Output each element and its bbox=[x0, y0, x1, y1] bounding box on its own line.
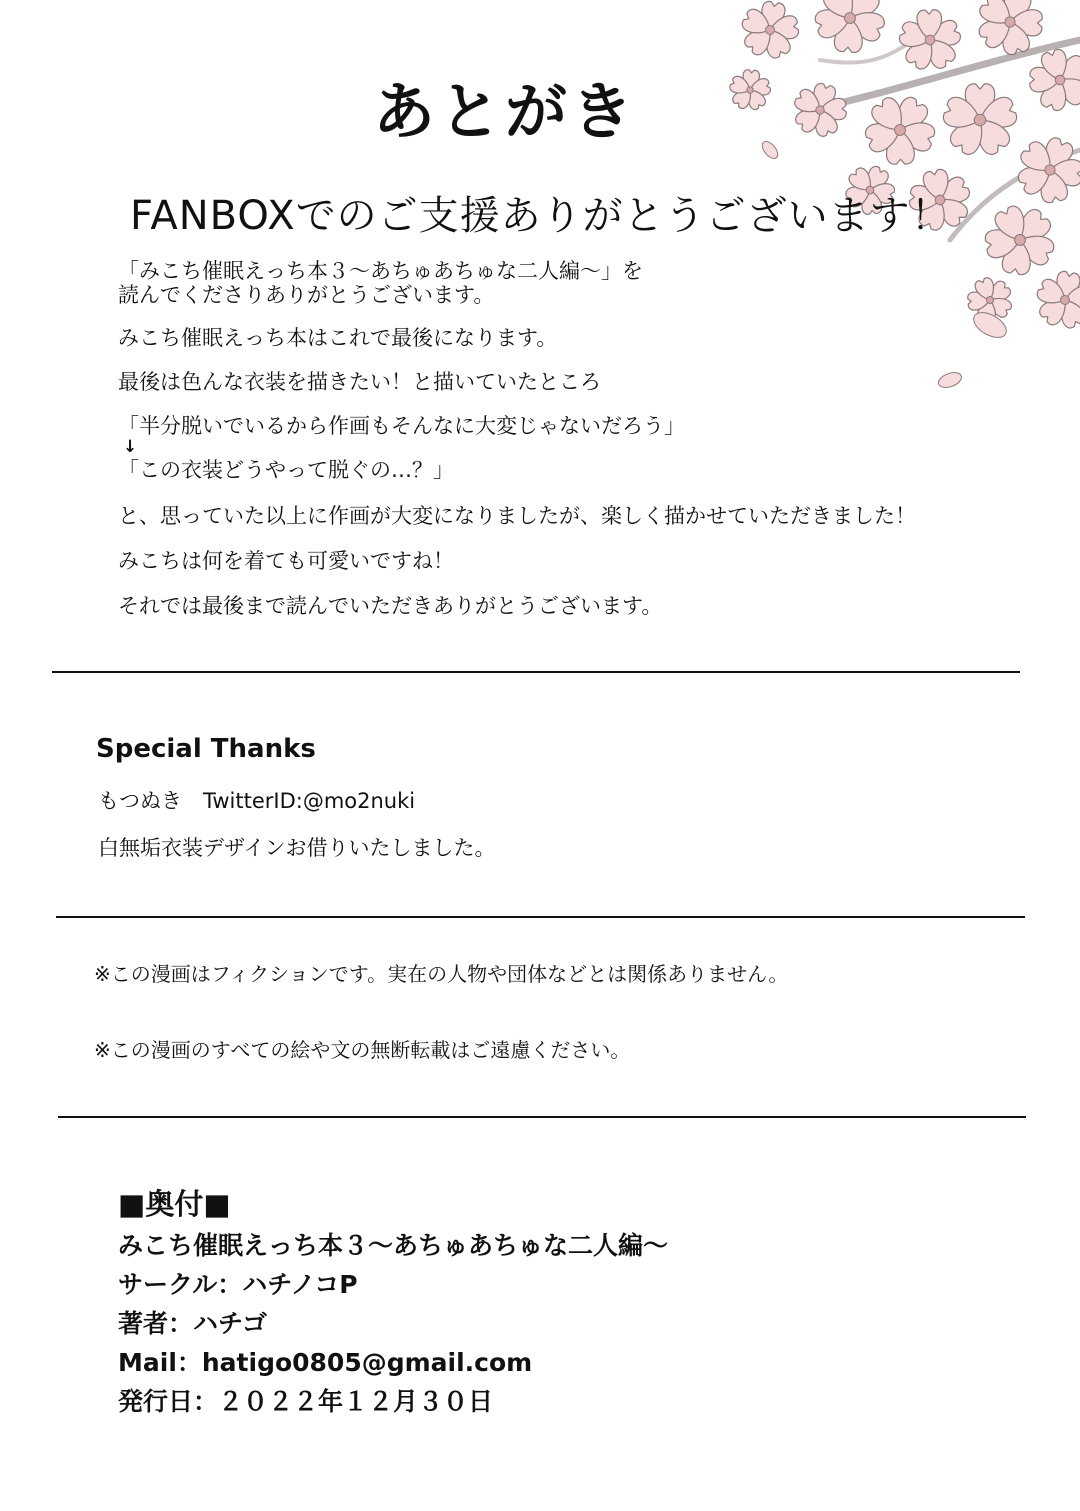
page-title: あとがき bbox=[372, 75, 637, 148]
divider bbox=[58, 1116, 1026, 1118]
divider bbox=[52, 671, 1020, 673]
colophon-circle: サークル：ハチノコP bbox=[118, 1270, 358, 1299]
thanks-subtitle: FANBOXでのご支援ありがとうございます！ bbox=[130, 193, 952, 239]
special-thanks-name: もつぬき TwitterID:@mo2nuki bbox=[98, 789, 416, 813]
special-thanks-heading: Special Thanks bbox=[96, 734, 316, 764]
fiction-disclaimer: ※この漫画はフィクションです。実在の人物や団体などとは関係ありません。 bbox=[94, 962, 789, 986]
colophon-mail: Mail：hatigo0805@gmail.com bbox=[118, 1348, 533, 1377]
blossom-flower bbox=[1030, 267, 1080, 334]
blossom-flower bbox=[735, 0, 805, 64]
divider bbox=[56, 916, 1025, 918]
message-line-7: みこちは何を着ても可愛いですね！ bbox=[118, 549, 454, 573]
colophon-work-title: みこち催眠えっち本３～あちゅあちゅな二人編～ bbox=[118, 1231, 669, 1260]
colophon-date: 発行日：２０２２年１２月３０日 bbox=[118, 1387, 494, 1416]
message-line-5: 「この衣装どうやって脱ぐの…？」 bbox=[118, 458, 454, 482]
special-thanks-credit: 白無垢衣装デザインお借りいたしました。 bbox=[98, 836, 496, 860]
no-reprint-notice: ※この漫画のすべての絵や文の無断転載はご遠慮ください。 bbox=[94, 1038, 631, 1062]
blossom-flower bbox=[1004, 126, 1080, 215]
message-line-1b: 読んでくださりありがとうございます。 bbox=[118, 283, 495, 307]
message-line-4: 「半分脱いでいるから作画もそんなに大変じゃないだろう」 bbox=[118, 414, 685, 438]
message-line-8: それでは最後まで読んでいただきありがとうございます。 bbox=[118, 594, 663, 618]
message-line-1a: 「みこち催眠えっち本３～あちゅあちゅな二人編～」を bbox=[118, 259, 643, 283]
message-line-3: 最後は色んな衣装を描きたい！と描いていたところ bbox=[118, 370, 601, 394]
blossom-flower bbox=[799, 0, 900, 69]
colophon-heading: ■奥付■ bbox=[118, 1187, 231, 1221]
message-line-2: みこち催眠えっち本はこれで最後になります。 bbox=[118, 326, 558, 350]
colophon-author: 著者：ハチゴ bbox=[118, 1309, 268, 1338]
down-arrow-icon: ↓ bbox=[123, 437, 138, 457]
message-line-6: と、思っていた以上に作画が大変になりましたが、楽しく描かせていただきました！ bbox=[118, 504, 916, 528]
